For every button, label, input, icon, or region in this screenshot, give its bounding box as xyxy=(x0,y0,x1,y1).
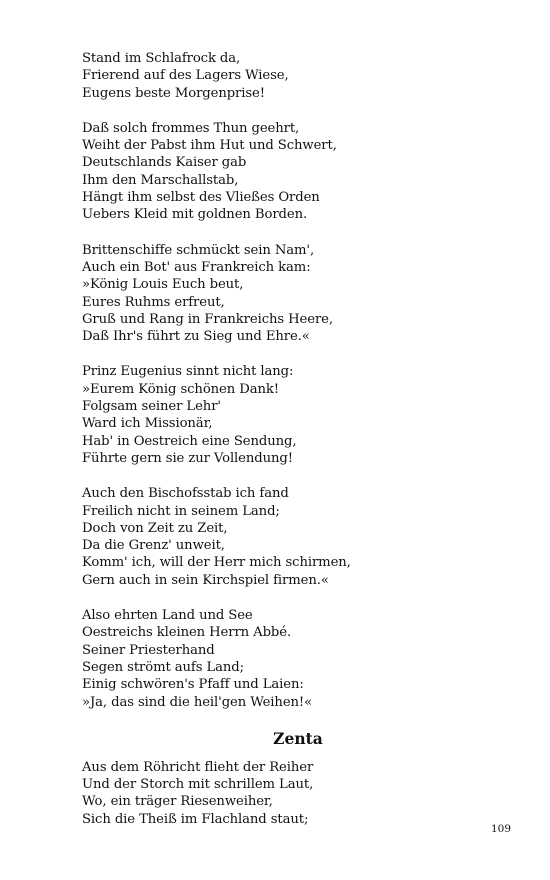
poem-line: Brittenschiffe schmückt sein Nam', xyxy=(82,242,315,258)
poem-title: Zenta xyxy=(273,728,323,748)
poem-line: Wo, ein träger Riesenweiher, xyxy=(82,794,273,810)
poem-line: Uebers Kleid mit goldnen Borden. xyxy=(82,207,308,223)
poem-line: »Ja, das sind die heil'gen Weihen!« xyxy=(82,694,313,710)
poem-line: Hängt ihm selbst des Vließes Orden xyxy=(82,190,320,206)
poem-line: Und der Storch mit schrillem Laut, xyxy=(82,777,314,793)
poem-line: Daß Ihr's führt zu Sieg und Ehre.« xyxy=(82,329,310,345)
poem-line: Eures Ruhms erfreut, xyxy=(82,294,225,310)
poem-line: Aus dem Röhricht flieht der Reiher xyxy=(82,759,314,775)
poem-line: Folgsam seiner Lehr' xyxy=(82,399,221,415)
poem-line: Führte gern sie zur Vollendung! xyxy=(82,450,293,466)
poem-line: Doch von Zeit zu Zeit, xyxy=(82,520,228,536)
poem-line: Gruß und Rang in Frankreichs Heere, xyxy=(82,311,333,327)
poem-line: »Eurem König schönen Dank! xyxy=(82,381,279,397)
poem-line: Also ehrten Land und See xyxy=(82,608,253,624)
poem-line: Oestreichs kleinen Herrn Abbé. xyxy=(82,625,292,641)
stanza-6 xyxy=(82,607,502,711)
poem-line: Da die Grenz' unweit, xyxy=(82,538,225,554)
poem-line: Frierend auf des Lagers Wiese, xyxy=(82,68,289,84)
poem-line: Stand im Schlafrock da, xyxy=(82,51,241,66)
stanza-4 xyxy=(82,363,502,467)
poem-line: Hab' in Oestreich eine Sendung, xyxy=(82,433,297,449)
stanza-2 xyxy=(82,120,502,224)
poem-line: Seiner Priesterhand xyxy=(82,642,215,658)
stanza-5 xyxy=(82,485,502,589)
poem-line: Gern auch in sein Kirchspiel firmen.« xyxy=(82,572,329,588)
poem-text xyxy=(82,50,502,846)
poem-line: Auch den Bischofsstab ich fand xyxy=(82,486,289,502)
poem-line: Auch ein Bot' aus Frankreich kam: xyxy=(82,259,311,275)
poem-line: Deutschlands Kaiser gab xyxy=(82,155,247,171)
poem-line: Eugens beste Morgenprise! xyxy=(82,85,265,101)
page-number: 109 xyxy=(490,823,511,835)
poem-line: Segen strömt aufs Land; xyxy=(82,659,244,675)
poem-line: Daß solch frommes Thun geehrt, xyxy=(82,120,300,136)
poem-line: Prinz Eugenius sinnt nicht lang: xyxy=(82,364,294,380)
poem-line: Sich die Theiß im Flachland staut; xyxy=(82,811,309,827)
poem-line: »König Louis Euch beut, xyxy=(82,277,244,293)
stanza-zenta-1 xyxy=(82,759,502,828)
poem-line: Ihm den Marschallstab, xyxy=(82,172,239,188)
poem-line: Ward ich Missionär, xyxy=(82,416,213,432)
poem-line: Komm' ich, will der Herr mich schirmen, xyxy=(82,555,351,571)
poem-line: Einig schwören's Pfaff und Laien: xyxy=(82,677,304,693)
stanza-1 xyxy=(82,50,502,102)
stanza-3 xyxy=(82,242,502,346)
poem-line: Freilich nicht in seinem Land; xyxy=(82,503,280,519)
poem-line: Weiht der Pabst ihm Hut und Schwert, xyxy=(82,138,337,154)
